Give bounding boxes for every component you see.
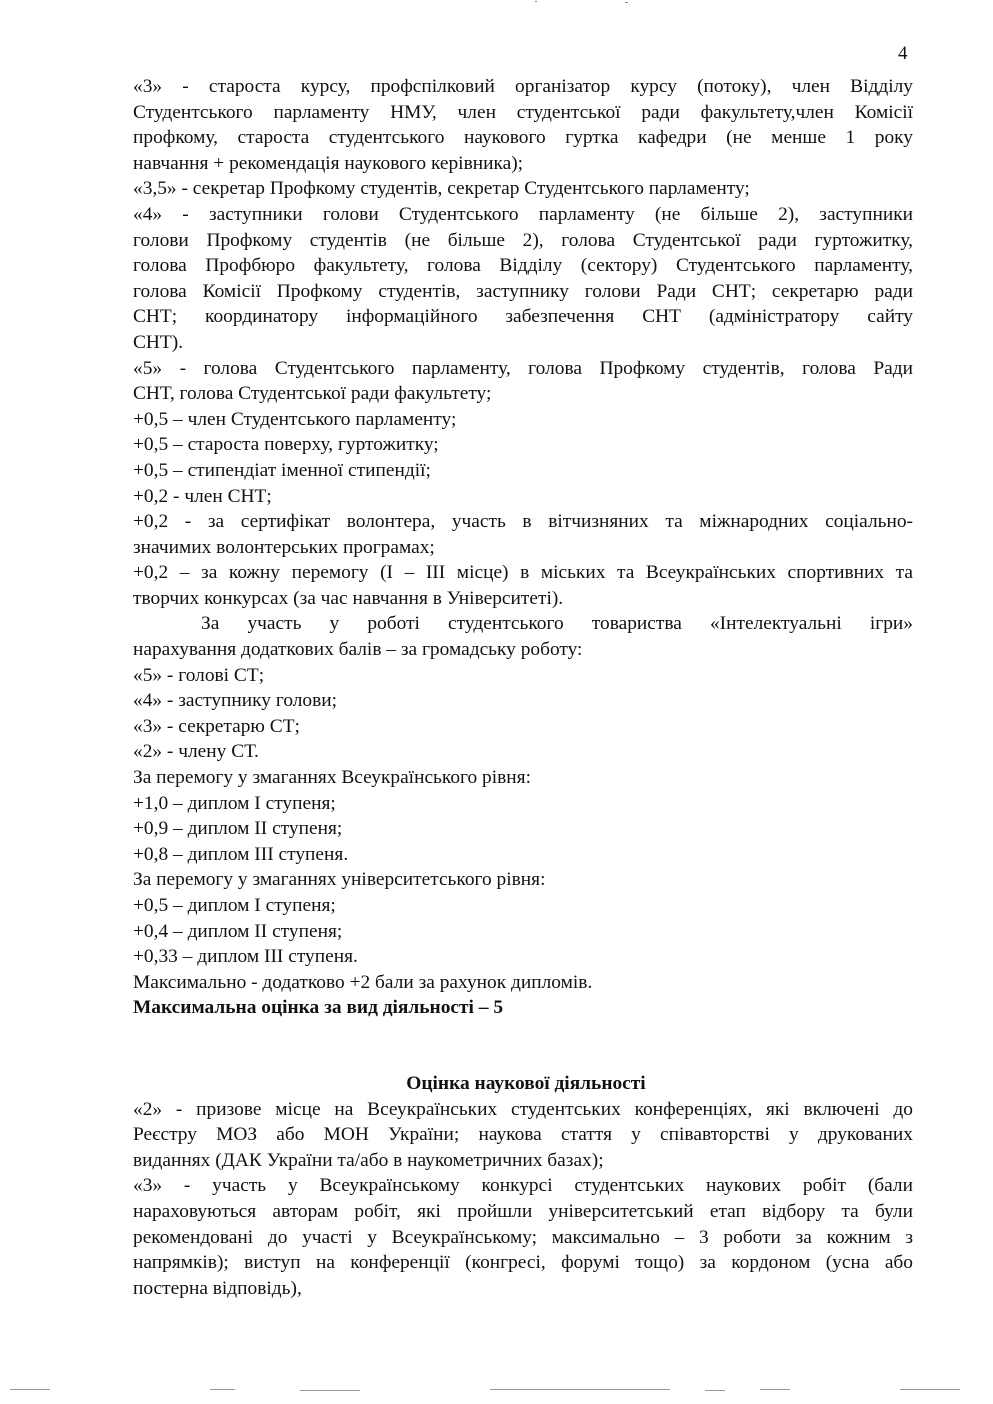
text-line: +0,33 – диплом III ступеня. xyxy=(133,946,358,968)
scan-artifact-bottom xyxy=(0,1386,993,1394)
text-line: +0,9 – диплом II ступеня; xyxy=(133,818,343,840)
text-line: «2» - призове місце на Всеукраїнських студентських конференціях, які включені до xyxy=(133,1098,913,1120)
text-line: «5» - голові СТ; xyxy=(133,664,265,686)
text-line: навчання + рекомендація наукового керівника); xyxy=(133,152,524,174)
text-line: «3» - староста курсу, профспілковий організатор курсу (потоку), член Відділу xyxy=(133,76,913,97)
text-line: «4» - заступники голови Студентського парламенту (не більше 2), заступники xyxy=(133,203,913,225)
text-line: Студентського парламенту НМУ, член студентської ради факультету,член Комісії xyxy=(133,101,913,123)
text-line: За перемогу у змаганнях Всеукраїнського рівня: xyxy=(133,767,531,789)
text-line: +0,5 – стипендіат іменної стипендії; xyxy=(133,459,431,481)
text-line: «2» - члену СТ. xyxy=(133,741,259,763)
text-line: +0,2 – за кожну перемогу (I – III місце) в міських та Всеукраїнських спортивних та xyxy=(133,562,913,584)
text-line: СНТ, голова Студентської ради факультету; xyxy=(133,383,492,405)
text-line: СНТ). xyxy=(133,331,184,353)
text-line: СНТ; координатору інформаційного забезпечення СНТ (адміністратору сайту xyxy=(133,306,913,328)
text-line: +0,5 – член Студентського парламенту; xyxy=(133,408,457,430)
text-line: +0,5 – диплом I ступеня; xyxy=(133,895,336,916)
text-line: голови Профкому студентів (не більше 2), голова Студентської ради гуртожитку, xyxy=(133,229,913,251)
text-line: +0,2 - за сертифікат волонтера, участь в вітчизняних та міжнародних соціально- xyxy=(133,511,913,533)
text-line: +0,2 - член СНТ; xyxy=(133,485,272,507)
text-line: +0,8 – диплом III ступеня. xyxy=(133,843,349,865)
document-body xyxy=(133,74,913,1301)
text-line: постерна відповідь), xyxy=(133,1277,302,1299)
text-line: За участь у роботі студентського товариства «Інтелектуальні ігри» xyxy=(201,613,913,635)
scan-artifact-top xyxy=(515,0,635,8)
text-line: рекомендовані до участі у Всеукраїнському; максимально – 3 роботи за кожним з xyxy=(133,1226,913,1248)
text-line: Максимально - додатково +2 бали за рахунок дипломів. xyxy=(133,971,593,993)
text-line: нараховуються авторам робіт, які пройшли університетський етап відбору та були xyxy=(133,1200,913,1222)
research-criteria-list xyxy=(133,1097,913,1302)
text-line: напрямків); виступ на конференції (конгресі, форумі тощо) за кордоном (усна або xyxy=(133,1252,913,1274)
text-line: голова Комісії Профкому студентів, заступнику голови Ради СНТ; секретарю ради xyxy=(133,280,913,302)
text-line: За перемогу у змаганнях університетського рівня: xyxy=(133,869,546,891)
activity-criteria-list xyxy=(133,74,913,1021)
text-line: +1,0 – диплом I ступеня; xyxy=(133,792,336,814)
text-line: «3» - секретарю СТ; xyxy=(133,715,300,737)
text-line: «5» - голова Студентського парламенту, голова Профкому студентів, голова Ради xyxy=(133,357,913,379)
section-gap xyxy=(133,1021,913,1071)
text-line: значимих волонтерських програмах; xyxy=(133,536,435,558)
text-line: +0,4 – диплом II ступеня; xyxy=(133,920,343,942)
text-line: виданнях (ДАК України та/або в наукометричних базах); xyxy=(133,1149,604,1171)
text-line: «4» - заступнику голови; xyxy=(133,690,338,712)
text-line: нарахування додаткових балів – за громадську роботу: xyxy=(133,639,583,661)
text-line: профкому, староста студентського наукового гуртка кафедри (не менше 1 року xyxy=(133,127,913,149)
text-line: Реєстру МОЗ або МОН України; наукова стаття у співавторстві у друкованих xyxy=(133,1124,913,1146)
text-line: голова Профбюро факультету, голова Відділу (сектору) Студентського парламенту, xyxy=(133,255,913,277)
text-line: «3» - участь у Всеукраїнському конкурсі студентських наукових робіт (бали xyxy=(133,1175,913,1197)
section-title: Оцінка наукової діяльності xyxy=(406,1072,646,1094)
text-line: творчих конкурсах (за час навчання в Університеті). xyxy=(133,587,564,609)
text-line: +0,5 – староста поверху, гуртожитку; xyxy=(133,434,439,456)
text-line: Максимальна оцінка за вид діяльності – 5 xyxy=(133,997,504,1019)
text-line: «3,5» - секретар Профкому студентів, секретар Студентського парламенту; xyxy=(133,178,750,200)
page-number: 4 xyxy=(898,43,908,64)
